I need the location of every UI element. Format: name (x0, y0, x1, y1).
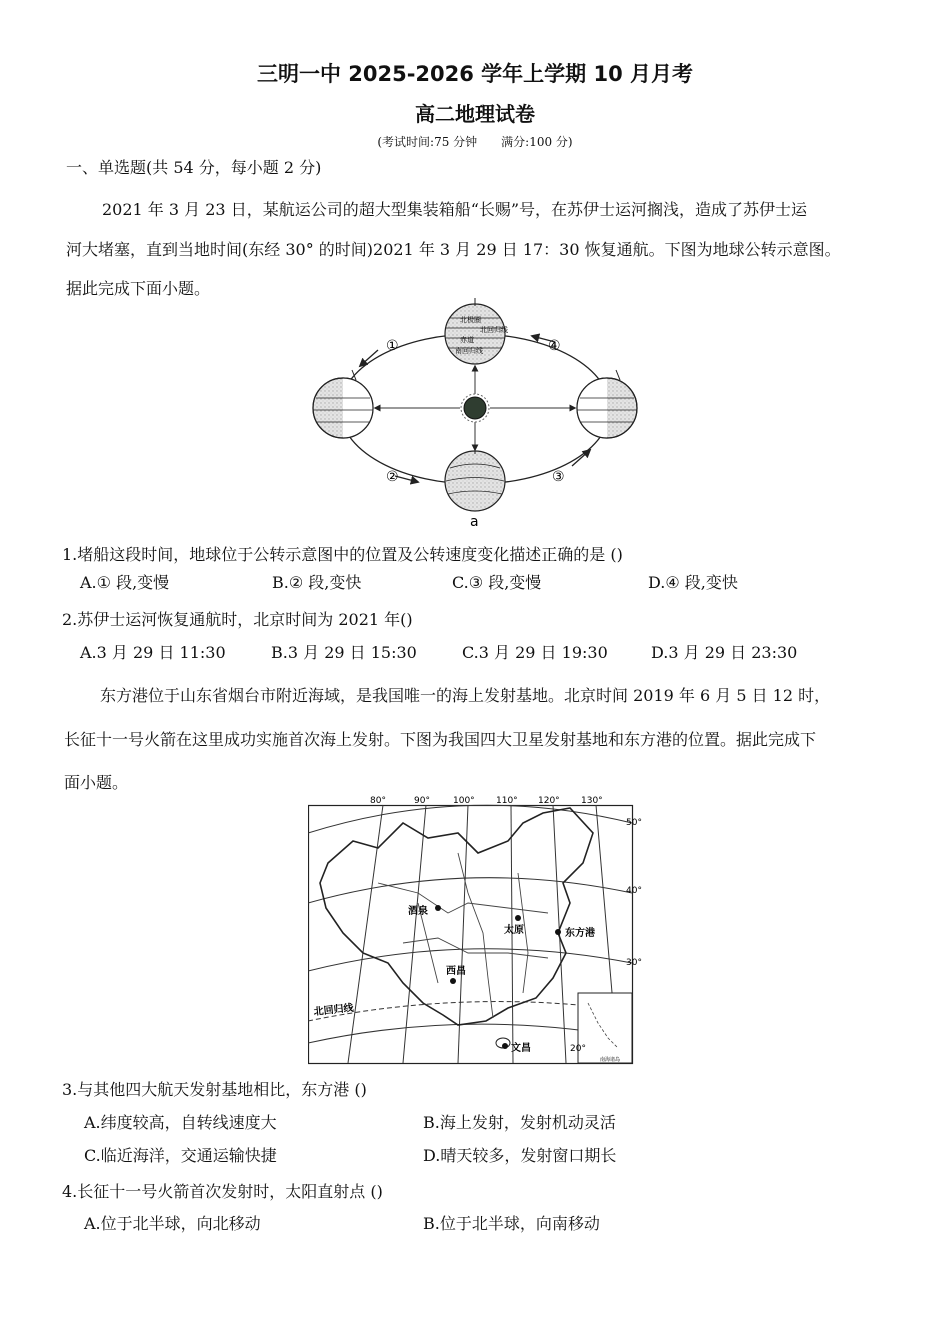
lon-label-90: 90° (414, 796, 430, 806)
sun-icon (461, 394, 489, 422)
earth-left-icon (313, 370, 373, 438)
question-2-option-d[interactable]: D.3 月 29 日 23:30 (651, 643, 798, 662)
launch-sites-map (308, 793, 648, 1067)
question-3-option-a[interactable]: A.纬度较高，自转线速度大 (84, 1113, 277, 1132)
lat-label-30: 30° (626, 958, 642, 968)
label-wenchang: 文昌 (511, 1043, 531, 1054)
passage1-line2: 河大堵塞，直到当地时间(东经 30° 的时间)2021 年 3 月 29 日 17：30 恢复通航。下图为地球公转示意图。 (66, 240, 841, 259)
question-1-option-d[interactable]: D.④ 段,变快 (648, 573, 738, 592)
svg-text:北回归线: 北回归线 (480, 326, 508, 334)
svg-text:南回归线: 南回归线 (455, 347, 483, 355)
lon-label-120: 120° (538, 796, 560, 806)
exam-subtitle: 高二地理试卷 (415, 102, 535, 126)
question-3-stem: 3.与其他四大航天发射基地相比，东方港 () (62, 1080, 367, 1099)
passage2-line1: 东方港位于山东省烟台市附近海域，是我国唯一的海上发射基地。北京时间 2019 年 6 月 5 日 12 时， (100, 686, 831, 705)
label-taiyuan: 太原 (504, 925, 524, 936)
earth-bottom-icon (445, 446, 505, 511)
passage1-line1: 2021 年 3 月 23 日，某航运公司的超大型集装箱船“长赐”号，在苏伊士运河搁浅，造成了苏伊士运 (102, 200, 808, 219)
question-3-option-b[interactable]: B.海上发射，发射机动灵活 (423, 1113, 616, 1132)
question-2-stem: 2.苏伊士运河恢复通航时，北京时间为 2021 年() (62, 610, 413, 629)
exam-title: 三明一中 2025-2026 学年上学期 10 月月考 (256, 62, 694, 86)
lon-label-110: 110° (496, 796, 518, 806)
label-south-sea-islands: 南海诸岛 (600, 1057, 621, 1063)
question-1-option-c[interactable]: C.③ 段,变慢 (452, 573, 542, 592)
svg-text:赤道: 赤道 (460, 336, 474, 344)
label-tropic-of-cancer: 北回归线 (313, 1002, 355, 1018)
section-heading: 一、单选题(共 54 分，每小题 2 分) (66, 158, 322, 177)
earth-revolution-diagram (300, 298, 650, 530)
question-2-option-a[interactable]: A.3 月 29 日 11:30 (80, 643, 226, 662)
figure1-label-a: a (470, 514, 479, 530)
earth-right-icon (577, 370, 637, 438)
orbit-label-2: ② (386, 469, 399, 485)
dongfanggang-marker (555, 929, 561, 935)
label-jiuquan: 酒泉 (408, 906, 428, 917)
question-2-option-b[interactable]: B.3 月 29 日 15:30 (271, 643, 417, 662)
taiyuan-marker (515, 915, 521, 921)
question-4-option-a[interactable]: A.位于北半球，向北移动 (84, 1214, 261, 1233)
wenchang-marker (502, 1043, 508, 1049)
lat-label-50: 50° (626, 818, 642, 828)
question-1-stem: 1.堵船这段时间，地球位于公转示意图中的位置及公转速度变化描述正确的是 () (62, 545, 623, 564)
lon-label-80: 80° (370, 796, 386, 806)
question-3-option-d[interactable]: D.晴天较多，发射窗口期长 (423, 1146, 617, 1165)
lat-label-20: 20° (570, 1044, 586, 1054)
xichang-marker (450, 978, 456, 984)
orbit-label-3: ③ (552, 469, 565, 485)
question-1-option-b[interactable]: B.② 段,变快 (272, 573, 362, 592)
label-xichang: 西昌 (446, 966, 466, 977)
exam-info: (考试时间:75 分钟 满分:100 分) (377, 135, 573, 149)
orbit-arrow-3 (572, 450, 590, 466)
label-dongfanggang: 东方港 (565, 928, 595, 939)
question-2-option-c[interactable]: C.3 月 29 日 19:30 (462, 643, 608, 662)
jiuquan-marker (435, 905, 441, 911)
lat-label-40: 40° (626, 886, 642, 896)
lon-label-130: 130° (581, 796, 603, 806)
passage2-line2: 长征十一号火箭在这里成功实施首次海上发射。下图为我国四大卫星发射基地和东方港的位置。据此完成下 (64, 730, 817, 749)
lon-label-100: 100° (453, 796, 475, 806)
question-4-option-b[interactable]: B.位于北半球，向南移动 (423, 1214, 600, 1233)
question-4-stem: 4.长征十一号火箭首次发射时，太阳直射点 () (62, 1182, 383, 1201)
question-3-option-c[interactable]: C.临近海洋，交通运输快捷 (84, 1146, 277, 1165)
orbit-label-4: ④ (548, 338, 561, 354)
earth-top-icon (445, 298, 508, 364)
orbit-label-1: ① (386, 338, 399, 354)
svg-text:北极圈: 北极圈 (460, 316, 481, 324)
question-1-option-a[interactable]: A.① 段,变慢 (80, 573, 170, 592)
passage1-line3: 据此完成下面小题。 (66, 279, 211, 298)
passage2-line3: 面小题。 (64, 773, 129, 792)
